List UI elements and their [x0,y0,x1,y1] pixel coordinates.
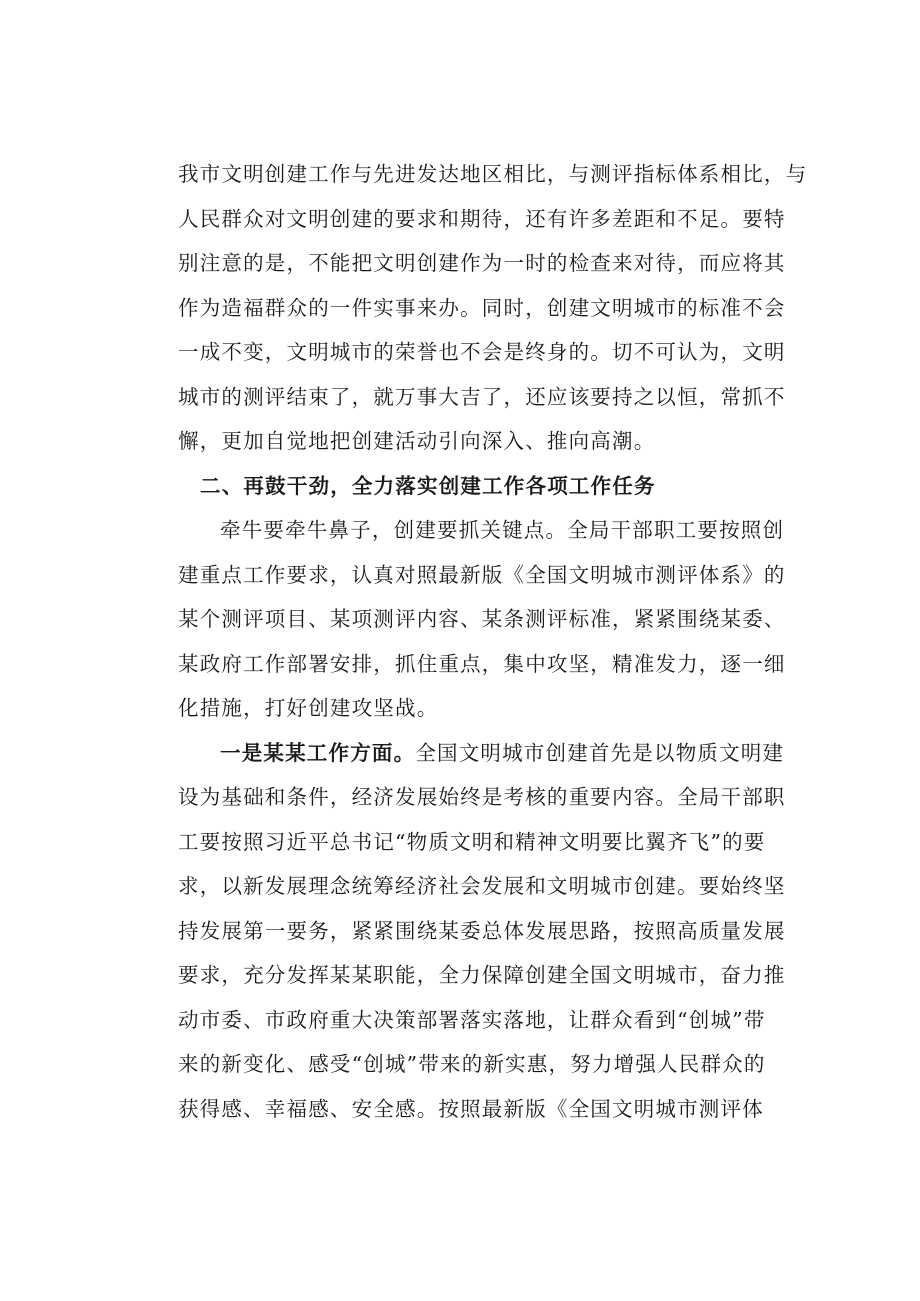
paragraph-line: 化措施，打好创建攻坚战。 [178,696,439,720]
paragraph-line: 人民群众对文明创建的要求和期待，还有许多差距和不足。要特 [178,206,786,231]
paragraph-line: 工要按照习近平总书记“物质文明和精神文明要比翼齐飞”的要 [178,829,766,854]
paragraph-line: 某个测评项目、某项测评内容、某条测评标准，紧紧围绕某委、 [178,607,786,631]
paragraph-first-line-rest: 全国文明城市创建首先是以物质文明建 [415,740,785,765]
paragraph-lead: 一是某某工作方面。 [220,740,416,765]
paragraph-line: 求，以新发展理念统筹经济社会发展和文明城市创建。要始终坚 [178,874,786,898]
paragraph-line: 我市文明创建工作与先进发达地区相比，与测评指标体系相比，与 [178,162,808,186]
paragraph-3 [178,731,806,1132]
paragraph-line: 动市委、市政府重大决策部署落实落地，让群众看到“创城”带 [178,1007,766,1032]
paragraph-line: 来的新变化、感受“创城”带来的新实惠，努力增强人民群众的 [178,1052,766,1076]
paragraph-line: 获得感、幸福感、安全感。按照最新版《全国文明城市测评体 [178,1096,764,1121]
paragraph-line: 设为基础和条件，经济发展始终是考核的重要内容。全局干部职 [178,785,786,809]
paragraph-line: 某政府工作部署安排，抓住重点，集中攻坚，精准发力，逐一细 [178,651,786,676]
paragraph-line: 要求，充分发挥某某职能，全力保障创建全国文明城市，奋力推 [178,963,786,987]
paragraph-line: 一成不变，文明城市的荣誉也不会是终身的。切不可认为，文明 [178,340,786,364]
paragraph-line: 别注意的是，不能把文明创建作为一时的检查来对待，而应将其 [178,251,786,275]
paragraph-line: 建重点工作要求，认真对照最新版《全国文明城市测评体系》的 [178,562,786,587]
section-heading: 二、再鼓干劲，全力落实创建工作各项工作任务 [200,473,656,498]
paragraph-2 [178,508,806,731]
paragraph-line: 持发展第一要务，紧紧围绕某委总体发展思路，按照高质量发展 [178,918,786,943]
paragraph-1 [178,152,806,464]
document-body [178,152,806,1131]
paragraph-line: 城市的测评结束了，就万事大吉了，还应该要持之以恒，常抓不 [178,384,786,409]
paragraph-line: 牵牛要牵牛鼻子，创建要抓关键点。全局干部职工要按照创 [220,518,785,542]
paragraph-first-line [178,731,806,776]
paragraph-line: 懈，更加自觉地把创建活动引向深入、推向高潮。 [178,429,656,453]
paragraph-line: 作为造福群众的一件实事来办。同时，创建文明城市的标准不会 [178,295,786,320]
